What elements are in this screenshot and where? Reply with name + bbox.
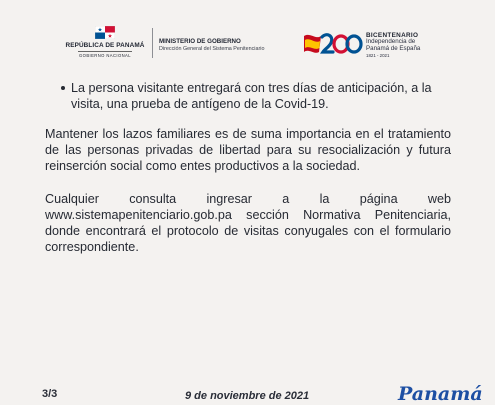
ministry-subtitle: Dirección General del Sistema Penitenciario [159, 46, 265, 52]
header-divider [152, 28, 153, 58]
bicentennial-block [366, 33, 420, 60]
ministry-name: MINISTERIO DE GOBIERNO [159, 38, 241, 45]
government-subtitle: GOBIERNO NACIONAL [79, 53, 131, 58]
bicentennial-line-1: Independencia de [366, 38, 416, 46]
bicentennial-title: BICENTENARIO [366, 32, 419, 39]
footer-brand-logo: Panamá [398, 383, 483, 405]
bullet-text: La persona visitante entregará con tres días de anticipación, a la visita, una prueba de antígeno de la Covid-19. [71, 81, 432, 111]
bullet-item [45, 80, 451, 112]
panama-flag-icon [95, 26, 115, 39]
footer-date: 9 de noviembre de 2021 [185, 390, 310, 402]
government-name: REPÚBLICA DE PANAMÁ [65, 42, 145, 49]
header [0, 26, 495, 66]
bicentennial-years: 1821 - 2021 [366, 53, 390, 59]
document-body [45, 80, 451, 255]
paragraph-consultation: Cualquier consulta ingresar a la página web www.sistemapenitenciario.gob.pa sección Normativa Penitenciaria, donde encontrará el protocolo de visitas conyugales con el formulario correspondiente. [45, 192, 451, 254]
bicentennial-200-logo-icon [302, 28, 364, 58]
bicentennial-line-2: Panamá de España [366, 44, 421, 52]
government-logo [62, 26, 148, 58]
ministry-block [159, 38, 264, 52]
page-number: 3/3 [42, 388, 58, 400]
paragraph-family-ties: Mantener los lazos familiares es de suma importancia en el tratamiento de las personas privadas de libertad para su resocialización y futura reinserción social como entes productivos a la sociedad. [45, 127, 451, 173]
bullet-dot-icon [61, 86, 65, 90]
